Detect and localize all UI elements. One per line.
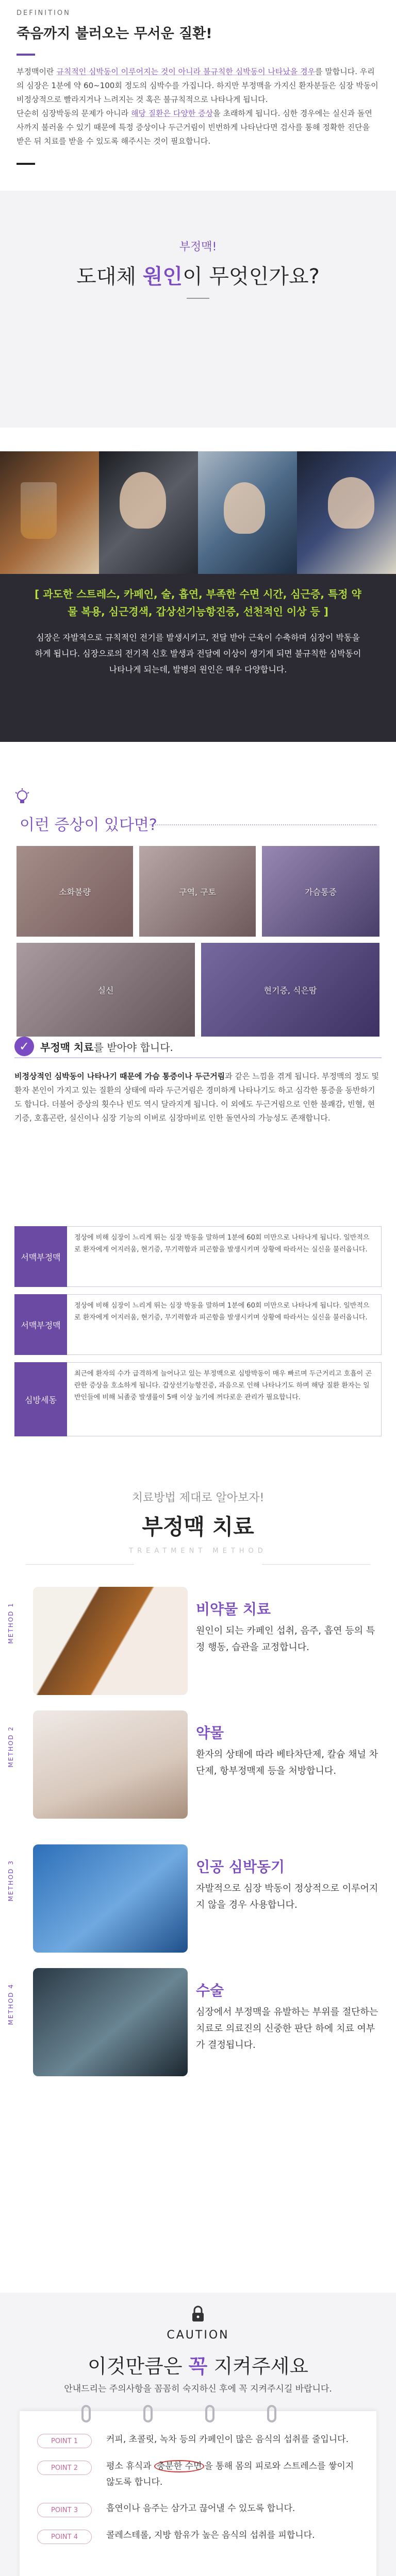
check-icon: ✓ [14, 1037, 34, 1056]
dotted-divider [150, 824, 376, 825]
definition-section [0, 0, 396, 191]
point-badge: POINT 4 [37, 2530, 92, 2544]
checklist-paper [20, 2411, 376, 2576]
paper-ring [267, 2405, 276, 2422]
cause-title: 도대체 원인이 무엇인가요? [76, 265, 320, 289]
cause-list: [ 과도한 스트레스, 카페인, 술, 흡연, 부족한 수면 시간, 심근증, 특정 약물 복용, 심근경색, 갑상선기능항진증, 선천적인 이상 등 ] [35, 588, 361, 618]
type-description: 정상에 비해 심장이 느리게 뛰는 심장 박동을 말하며 1분에 60회 미만으로 나타나게 됩니다. 일반적으로 환자에게 어지러움, 현기증, 무기력함과 피곤함을 발생시키며 상황에 따라서는 실신을 불러옵니다. [67, 1226, 382, 1287]
definition-paragraph-2: 단순히 심장박동의 문제가 아니라 해당 질환은 다양한 증상을 초래하게 됩니다. 심한 경우에는 실신과 돌연사까지 불러올 수 있기 때문에 특정 증상이나 두근거림이 빈번하게 나타난다면 검사를 통해 정확한 진단을 받은 뒤 치료를 받을 수 있도록 해주시는 것이 필요합니다. [16, 109, 372, 146]
point-text: 흡연이나 음주는 삼가고 끊어낼 수 있도록 합니다. [106, 2503, 295, 2514]
treatment-header [0, 1489, 396, 1555]
type-row [14, 1294, 382, 1355]
smoking-photo [99, 451, 198, 574]
method-card [0, 1844, 396, 1963]
symptom-tile-dizziness: 현기증, 식은땀 [201, 943, 380, 1037]
caution-note: 안내드리는 주의사항을 꼼꼼히 숙지하신 후에 꼭 지켜주시길 바랍니다. [64, 2384, 332, 2394]
caution-en-label: CAUTION [167, 2329, 229, 2342]
point-badge: POINT 3 [37, 2503, 92, 2517]
title-divider [16, 54, 35, 56]
point-text: 콜레스테롤, 지방 함유가 높은 음식의 섭취를 피합니다. [106, 2530, 315, 2540]
method-text: 자발적으로 심장 박동이 정상적으로 이루어지지 않을 경우 사용합니다. [196, 1883, 378, 1910]
treatment-subtitle: 치료방법 제대로 알아보자! [131, 1492, 265, 1504]
caution-point [37, 2459, 357, 2490]
cause-description: 심장은 자발적으로 규칙적인 전기를 발생시키고, 전달 받아 근육이 수축하며 심장이 박동을 하게 됩니다. 심장으로의 전기적 신호 발생과 전달에 이상이 생기게 되면 불규칙한 심박동이 나타나게 되는데, 발병의 원인은 매우 다양합니다. [35, 633, 361, 674]
treatment-needed-banner [14, 1036, 382, 1058]
symptom-tile-fainting: 실신 [16, 943, 195, 1037]
method-card [0, 1587, 396, 1705]
point-badge: POINT 2 [37, 2461, 92, 2475]
method-title: 수술 [196, 1982, 224, 1999]
symptom-tile-indigestion: 소화불량 [16, 846, 133, 937]
symptoms-description: 비정상적인 심박동이 나타나기 때문에 가슴 통증이나 두근거림과 같은 느낌을 겪게 됩니다. 부정맥의 정도 및 환자 본인이 가지고 있는 질환의 상태에 따라 두근거림은 경미하게 나타나기도 하고 심각한 통증을 동반하기도 합니다. 더불어 증상의 횟수나 빈도 역시 달라지게 됩니다. 이 외에도 두근거림으로 인한 불쾌감, 빈혈, 현기증, 호흡곤란, 실신이나 심장 기능의 이버로 심장마비로 인한 돌연사의 가능성도 존재합니다. [14, 1072, 380, 1123]
cause-exclaim: 부정맥! [179, 241, 217, 253]
paper-ring [205, 2405, 214, 2422]
cause-section-header [0, 191, 396, 428]
symptom-tile-nausea: 구역, 구토 [139, 846, 256, 937]
definition-kicker: DEFINITION [16, 9, 71, 17]
method-text: 원인이 되는 카페인 섭취, 음주, 흡연 등의 특정 행동, 습관을 교정합니다. [196, 1625, 375, 1653]
surgery-photo [33, 1968, 188, 2076]
cause-divider [187, 298, 209, 299]
caution-points [37, 2432, 357, 2554]
type-description: 정상에 비해 심장이 느리게 뛰는 심장 박동을 말하며 1분에 60회 미만으로 나타나게 됩니다. 일반적으로 환자에게 어지러움, 현기증, 무기력함과 피곤함을 발생시키며 상황에 따라서는 실신을 불러옵니다. [67, 1294, 382, 1355]
pacemaker-photo [33, 1844, 188, 1953]
cause-band [0, 574, 396, 742]
method-label: METHOD 2 [7, 1726, 14, 1768]
symptoms-title: 이런 증상이 있다면? [20, 816, 157, 834]
paper-ring [143, 2405, 153, 2422]
type-label: 서맥부정맥 [14, 1226, 67, 1287]
type-label: 심방세동 [14, 1362, 67, 1436]
type-label: 서맥부정맥 [14, 1294, 67, 1355]
treatment-needed-text: 부정맥 치료를 받아야 합니다. [40, 1041, 173, 1054]
type-row [14, 1226, 382, 1287]
symptom-tile-chest-pain: 가슴통증 [262, 846, 380, 937]
method-title: 비약물 치료 [196, 1601, 271, 1618]
method-text: 심장에서 부정맥을 유발하는 부위를 절단하는 치료로 의료진의 신중한 판단 하에 치료 여부가 결정됩니다. [196, 2007, 378, 2050]
point-text: 평소 휴식과 충분한 수면 을 통해 몸의 피로와 스트레스를 쌓이지 않도록 합니다. [106, 2461, 354, 2487]
method-label: METHOD 4 [7, 1984, 14, 2025]
point-text: 커피, 초콜릿, 녹차 등의 카페인이 많은 음식의 섭취를 줄입니다. [106, 2434, 349, 2445]
definition-title: 죽음까지 불러오는 무서운 질환! [16, 26, 212, 42]
method-text: 환자의 상태에 따라 베타차단제, 칼슘 채널 차단제, 항부정맥제 등을 처방합니다. [196, 1749, 378, 1776]
arrhythmia-types [14, 1226, 382, 1444]
type-row [14, 1362, 382, 1436]
method-title: 약물 [196, 1724, 224, 1741]
pills-photo [33, 1710, 188, 1819]
caution-title: 이것만큼은 꼭 지켜주세요 [88, 2355, 308, 2378]
lightbulb-icon [14, 788, 30, 806]
method-label: METHOD 3 [7, 1860, 14, 1902]
paper-ring [81, 2405, 91, 2422]
treatment-en-label: TREATMENT METHOD [129, 1547, 267, 1555]
treatment-title: 부정맥 치료 [142, 1514, 254, 1539]
cause-photo-strip [0, 451, 396, 574]
caution-point [37, 2528, 357, 2544]
caution-section [0, 2293, 396, 2576]
symptom-tiles [16, 846, 380, 1037]
point-badge: POINT 1 [37, 2434, 92, 2448]
alcohol-photo [0, 451, 99, 574]
rule-right [262, 1564, 370, 1565]
stress-photo [198, 451, 297, 574]
method-card [0, 1968, 396, 2087]
method-title: 인공 심박동기 [196, 1858, 285, 1875]
caution-point [37, 2501, 357, 2517]
sleepless-photo [297, 451, 396, 574]
lock-icon [190, 2305, 206, 2323]
type-description: 최근에 환자의 수가 급격하게 늘어나고 있는 부정맥으로 심방박동이 매우 빠르며 두근거리고 호흡이 곤란한 증상을 호소하게 됩니다. 갑상선기능항진증, 과음으로 인해 나타나기도 하며 해당 질환 환자는 일반인들에 비해 뇌졸중 발생률이 5배 이상 높기에 꺼다로운 관리가 필요합니다. [67, 1362, 382, 1436]
method-card [0, 1710, 396, 1829]
definition-paragraph-1: 부정맥이란 규칙적인 심박동이 이루어지는 것이 아니라 불규칙한 심박동이 나타났을 경우를 말합니다. 우리의 심장은 1분에 약 60~100회 정도의 심박수를 가집니다. 하지만 부정맥을 가지신 환자분들은 심장 박동이 비정상적으로 빨라지거나 느려지는 것 혹은 불규칙적으로 나타나게 됩니다. [16, 67, 378, 104]
method-label: METHOD 1 [7, 1602, 14, 1644]
caution-point [37, 2432, 357, 2448]
rule-left [26, 1564, 134, 1565]
no-alcohol-photo [33, 1587, 188, 1695]
section-end-divider [16, 163, 35, 165]
